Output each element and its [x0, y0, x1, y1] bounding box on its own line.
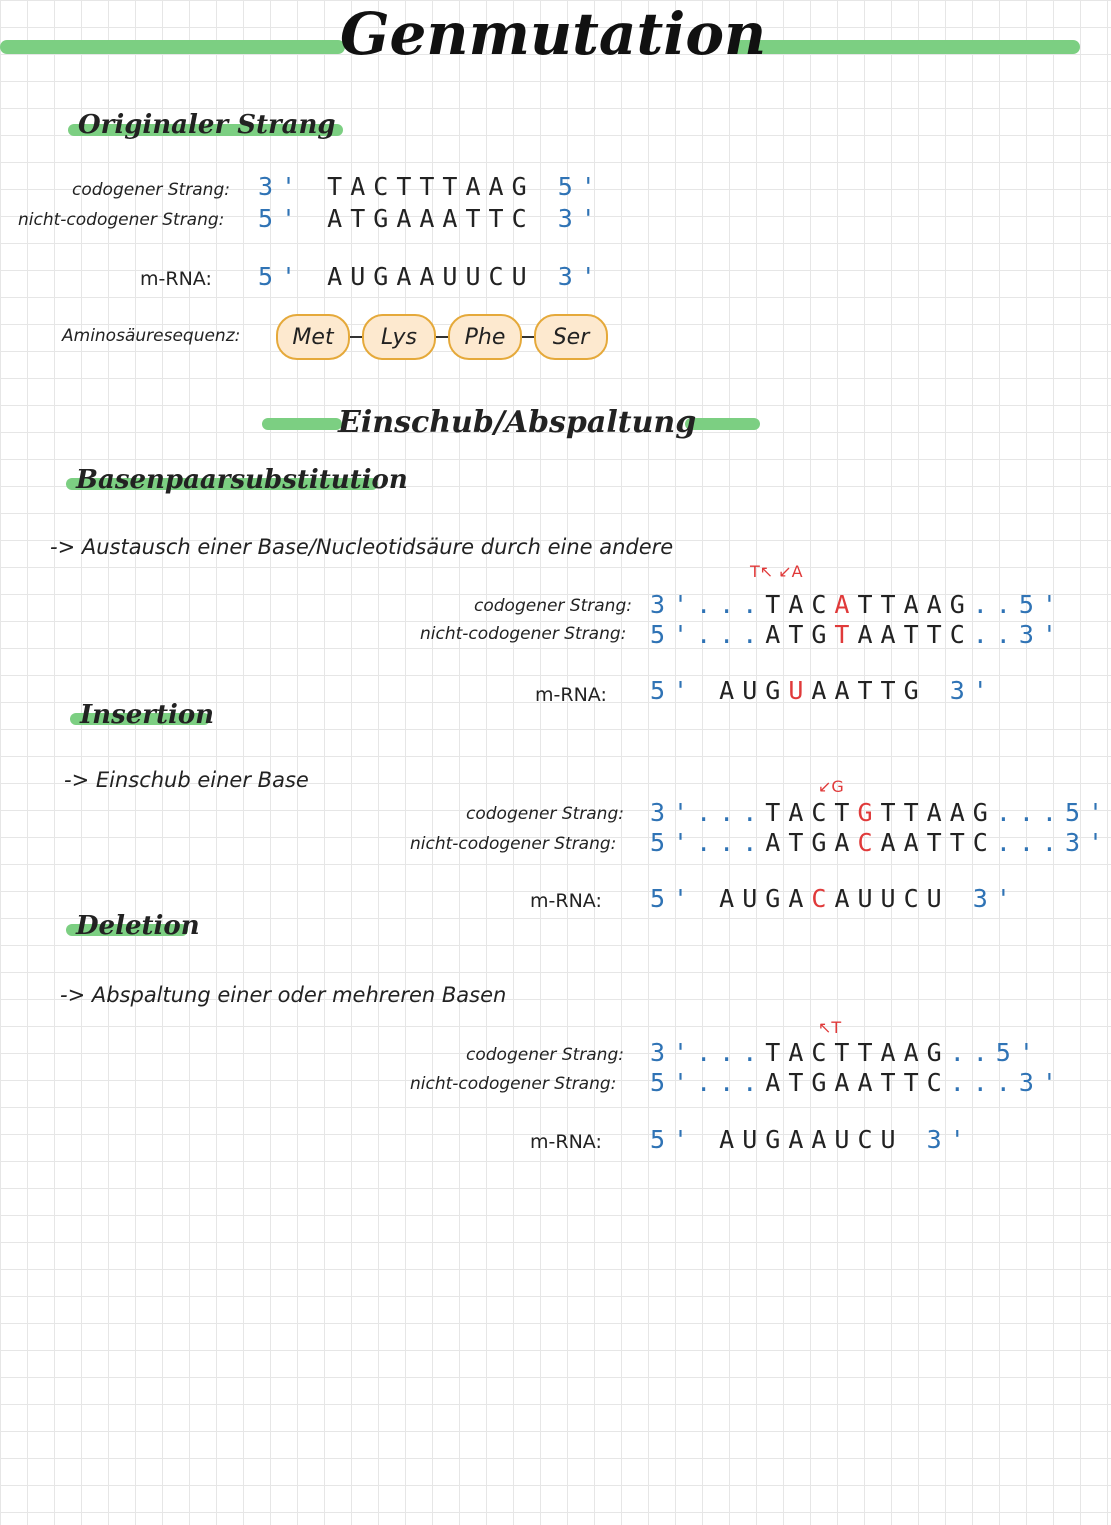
section-highlight-left	[262, 418, 342, 430]
substitution-arrows: T↖ ↙A	[750, 562, 803, 581]
amino-label: Aminosäuresequenz:	[62, 326, 241, 346]
section-heading: Einschub/Abspaltung	[338, 405, 697, 440]
title-highlight-right	[730, 40, 1080, 54]
section-highlight-right	[685, 418, 760, 430]
original-codogen-sequence: 3' TACTTTAAG 5'	[258, 172, 604, 201]
insertion-note: -> Einschub einer Base	[64, 768, 309, 792]
amino-acid-chain	[276, 314, 608, 360]
original-noncodogen-label: nicht-codogener Strang:	[18, 210, 225, 230]
substitution-mrna-sequence: 5' AUGUAATTG 3'	[650, 676, 996, 705]
heading-original: Originaler Strang	[78, 110, 336, 140]
insertion-mrna-label: m-RNA:	[530, 890, 602, 912]
peptide-bond	[436, 336, 448, 338]
page-title: Genmutation	[340, 0, 767, 68]
amino-met: Met	[276, 314, 350, 360]
substitution-noncodogen-sequence: 5'...ATGTAATTC..3'	[650, 620, 1065, 649]
original-codogen-label: codogener Strang:	[72, 180, 230, 200]
substitution-codogen-label: codogener Strang:	[474, 596, 632, 616]
deletion-noncodogen-sequence: 5'...ATGAATTC...3'	[650, 1068, 1065, 1097]
deletion-note: -> Abspaltung einer oder mehreren Basen	[60, 983, 507, 1007]
original-noncodogen-sequence: 5' ATGAAATTC 3'	[258, 204, 604, 233]
substitution-note: -> Austausch einer Base/Nucleotidsäure durch eine andere	[50, 535, 674, 559]
deletion-codogen-label: codogener Strang:	[466, 1045, 624, 1065]
heading-insertion: Insertion	[80, 700, 215, 730]
deletion-mrna-sequence: 5' AUGAAUCU 3'	[650, 1125, 973, 1154]
insertion-mrna-sequence: 5' AUGACAUUCU 3'	[650, 884, 1019, 913]
insertion-noncodogen-sequence: 5'...ATGACAATTC...3'	[650, 828, 1111, 857]
insertion-arrows: ↙G	[818, 777, 844, 796]
deletion-codogen-sequence: 3'...TACTTAAG..5'	[650, 1038, 1042, 1067]
amino-ser: Ser	[534, 314, 608, 360]
heading-substitution: Basenpaarsubstitution	[76, 465, 408, 495]
peptide-bond	[350, 336, 362, 338]
title-highlight-left	[0, 40, 345, 54]
deletion-mrna-label: m-RNA:	[530, 1131, 602, 1153]
amino-phe: Phe	[448, 314, 522, 360]
heading-deletion: Deletion	[76, 911, 200, 941]
deletion-noncodogen-label: nicht-codogener Strang:	[410, 1074, 617, 1094]
substitution-mrna-label: m-RNA:	[535, 684, 607, 706]
insertion-codogen-label: codogener Strang:	[466, 804, 624, 824]
substitution-codogen-sequence: 3'...TACATTAAG..5'	[650, 590, 1065, 619]
substitution-noncodogen-label: nicht-codogener Strang:	[420, 624, 627, 644]
deletion-arrows: ↖T	[818, 1018, 842, 1037]
original-mrna-label: m-RNA:	[140, 268, 212, 290]
original-mrna-sequence: 5' AUGAAUUCU 3'	[258, 262, 604, 291]
peptide-bond	[522, 336, 534, 338]
insertion-codogen-sequence: 3'...TACTGTTAAG...5'	[650, 798, 1111, 827]
insertion-noncodogen-label: nicht-codogener Strang:	[410, 834, 617, 854]
amino-lys: Lys	[362, 314, 436, 360]
